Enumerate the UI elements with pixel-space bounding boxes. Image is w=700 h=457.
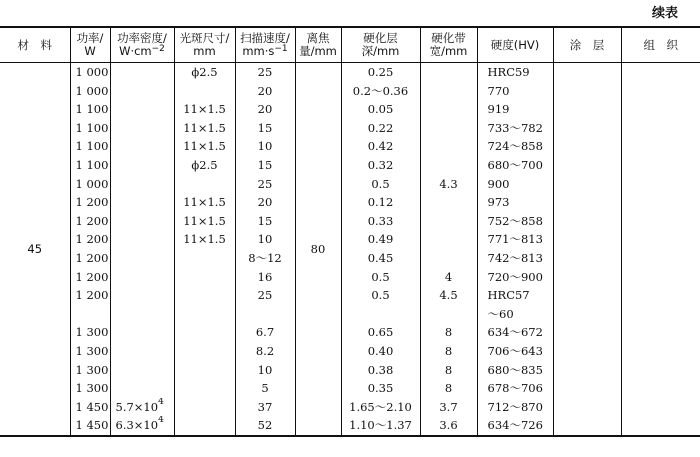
cell-hardened-width	[420, 63, 477, 82]
cell-scan-speed: 15	[235, 212, 295, 231]
cell-coating	[553, 342, 621, 361]
header-coating: 涂 层	[553, 27, 621, 63]
cell-structure	[621, 100, 700, 119]
density-exponent: 4	[158, 416, 164, 426]
cell-scan-speed: 8.2	[235, 342, 295, 361]
header-defocus: 离焦 量/mm	[295, 27, 341, 63]
cell-hardness: 678～706	[477, 379, 553, 398]
cell-structure	[621, 137, 700, 156]
table-row	[0, 193, 700, 212]
cell-spot-size	[174, 361, 235, 380]
cell-power: 1 000	[70, 82, 110, 101]
table-row	[0, 63, 700, 82]
cell-power: 1 200	[70, 286, 110, 305]
cell-coating	[553, 175, 621, 194]
cell-power: 1 100	[70, 137, 110, 156]
cell-hardened-depth: 0.35	[341, 379, 420, 398]
cell-scan-speed: 10	[235, 361, 295, 380]
cell-power: 1 300	[70, 361, 110, 380]
table-row	[0, 156, 700, 175]
cell-power: 1 200	[70, 249, 110, 268]
cell-scan-speed	[235, 305, 295, 324]
table-continued-caption: 续表	[651, 6, 678, 21]
cell-spot-size	[174, 175, 235, 194]
cell-power-density	[110, 398, 174, 417]
header-structure: 组 织	[621, 27, 700, 63]
cell-material: 45	[0, 63, 70, 436]
cell-power: 1 300	[70, 379, 110, 398]
cell-spot-size	[174, 286, 235, 305]
cell-structure	[621, 156, 700, 175]
cell-hardness: 634～672	[477, 323, 553, 342]
cell-hardened-depth: 0.5	[341, 175, 420, 194]
cell-hardened-depth: 0.22	[341, 119, 420, 138]
cell-power-density	[110, 230, 174, 249]
cell-scan-speed: 6.7	[235, 323, 295, 342]
cell-spot-size: ϕ2.5	[174, 63, 235, 82]
cell-power: 1 300	[70, 342, 110, 361]
cell-structure	[621, 398, 700, 417]
cell-scan-speed: 25	[235, 286, 295, 305]
cell-structure	[621, 175, 700, 194]
cell-hardened-width	[420, 82, 477, 101]
cell-spot-size	[174, 379, 235, 398]
table-row	[0, 323, 700, 342]
cell-hardened-depth: 0.38	[341, 361, 420, 380]
cell-coating	[553, 323, 621, 342]
cell-structure	[621, 361, 700, 380]
cell-power-density	[110, 63, 174, 82]
table-row	[0, 137, 700, 156]
cell-spot-size: 11×1.5	[174, 193, 235, 212]
cell-hardened-depth: 0.05	[341, 100, 420, 119]
cell-coating	[553, 230, 621, 249]
cell-power: 1 450	[70, 398, 110, 417]
cell-hardened-width: 4.3	[420, 175, 477, 194]
cell-coating	[553, 379, 621, 398]
cell-hardness: 706～643	[477, 342, 553, 361]
table-row	[0, 361, 700, 380]
cell-hardened-depth: 1.65～2.10	[341, 398, 420, 417]
cell-spot-size: 11×1.5	[174, 212, 235, 231]
cell-power: 1 200	[70, 268, 110, 287]
cell-hardened-depth: 0.65	[341, 323, 420, 342]
cell-hardened-depth: 1.10～1.37	[341, 416, 420, 436]
cell-hardness: 900	[477, 175, 553, 194]
cell-coating	[553, 100, 621, 119]
cell-spot-size	[174, 398, 235, 417]
cell-spot-size	[174, 249, 235, 268]
cell-coating	[553, 398, 621, 417]
cell-hardened-width	[420, 137, 477, 156]
cell-defocus: 80	[295, 63, 341, 436]
cell-power-density	[110, 175, 174, 194]
cell-spot-size: 11×1.5	[174, 230, 235, 249]
cell-scan-speed: 20	[235, 100, 295, 119]
cell-power: 1 200	[70, 193, 110, 212]
table-row	[0, 379, 700, 398]
cell-coating	[553, 119, 621, 138]
cell-power: 1 300	[70, 323, 110, 342]
header-power-density: 功率密度/ $W\cdot cm^{-2}$	[110, 27, 174, 63]
cell-hardness: ～60	[477, 305, 553, 324]
density-base: 6.3×10	[115, 418, 159, 433]
cell-hardened-depth: 0.25	[341, 63, 420, 82]
header-hardness: 硬度(HV)	[477, 27, 553, 63]
cell-coating	[553, 63, 621, 82]
header-spot-size: 光斑尺寸/ mm	[174, 27, 235, 63]
cell-hardness: 733～782	[477, 119, 553, 138]
cell-power-density	[110, 137, 174, 156]
cell-coating	[553, 156, 621, 175]
cell-scan-speed: 5	[235, 379, 295, 398]
cell-hardness: 919	[477, 100, 553, 119]
table-row	[0, 286, 700, 305]
cell-spot-size: 11×1.5	[174, 119, 235, 138]
cell-hardness: 973	[477, 193, 553, 212]
cell-scan-speed: 15	[235, 119, 295, 138]
cell-power-density	[110, 100, 174, 119]
cell-structure	[621, 63, 700, 82]
table-row	[0, 416, 700, 436]
cell-spot-size	[174, 268, 235, 287]
cell-power	[70, 305, 110, 324]
cell-hardness: 712～870	[477, 398, 553, 417]
cell-structure	[621, 323, 700, 342]
cell-hardened-width: 3.6	[420, 416, 477, 436]
cell-structure	[621, 286, 700, 305]
cell-power-density	[110, 323, 174, 342]
cell-power-density	[110, 82, 174, 101]
cell-hardness: 680～700	[477, 156, 553, 175]
cell-hardened-depth: 0.2～0.36	[341, 82, 420, 101]
cell-coating	[553, 268, 621, 287]
cell-power-density	[110, 286, 174, 305]
cell-power-density	[110, 268, 174, 287]
cell-structure	[621, 268, 700, 287]
cell-structure	[621, 119, 700, 138]
cell-power-density	[110, 193, 174, 212]
cell-power-density	[110, 361, 174, 380]
cell-scan-speed: 25	[235, 63, 295, 82]
cell-coating	[553, 286, 621, 305]
cell-hardened-depth: 0.45	[341, 249, 420, 268]
cell-spot-size	[174, 342, 235, 361]
table-row	[0, 230, 700, 249]
cell-coating	[553, 137, 621, 156]
cell-scan-speed: 10	[235, 137, 295, 156]
cell-power-density	[110, 156, 174, 175]
cell-hardened-depth	[341, 305, 420, 324]
table-row	[0, 268, 700, 287]
cell-power: 1 100	[70, 156, 110, 175]
cell-scan-speed: 10	[235, 230, 295, 249]
cell-structure	[621, 193, 700, 212]
cell-structure	[621, 249, 700, 268]
table-row	[0, 100, 700, 119]
cell-power: 1 200	[70, 230, 110, 249]
laser-hardening-table	[0, 26, 700, 437]
cell-power-density	[110, 379, 174, 398]
cell-coating	[553, 361, 621, 380]
cell-hardened-depth: 0.32	[341, 156, 420, 175]
cell-structure	[621, 379, 700, 398]
cell-scan-speed: 37	[235, 398, 295, 417]
cell-hardened-width	[420, 230, 477, 249]
cell-structure	[621, 230, 700, 249]
cell-structure	[621, 305, 700, 324]
cell-power-density	[110, 342, 174, 361]
cell-spot-size: 11×1.5	[174, 100, 235, 119]
cell-spot-size	[174, 323, 235, 342]
cell-hardness: 724～858	[477, 137, 553, 156]
header-hardened-depth: 硬化层 深/mm	[341, 27, 420, 63]
table-row	[0, 82, 700, 101]
table-body	[0, 63, 700, 436]
cell-scan-speed: 8～12	[235, 249, 295, 268]
cell-hardened-depth: 0.12	[341, 193, 420, 212]
cell-scan-speed: 20	[235, 82, 295, 101]
header-power: 功率/ W	[70, 27, 110, 63]
cell-power-density	[110, 119, 174, 138]
cell-scan-speed: 16	[235, 268, 295, 287]
cell-hardened-width	[420, 212, 477, 231]
cell-hardened-depth: 0.33	[341, 212, 420, 231]
cell-hardness: HRC57	[477, 286, 553, 305]
cell-hardened-width	[420, 193, 477, 212]
cell-hardness: 742～813	[477, 249, 553, 268]
cell-scan-speed: 52	[235, 416, 295, 436]
cell-coating	[553, 82, 621, 101]
cell-hardened-width	[420, 156, 477, 175]
cell-coating	[553, 212, 621, 231]
cell-hardness: 771～813	[477, 230, 553, 249]
cell-hardened-depth: 0.49	[341, 230, 420, 249]
cell-hardness: 770	[477, 82, 553, 101]
table-row	[0, 212, 700, 231]
cell-hardened-width: 8	[420, 323, 477, 342]
cell-scan-speed: 15	[235, 156, 295, 175]
cell-power: 1 200	[70, 212, 110, 231]
cell-hardened-width: 3.7	[420, 398, 477, 417]
cell-structure	[621, 82, 700, 101]
cell-hardened-width: 4	[420, 268, 477, 287]
cell-hardened-width	[420, 100, 477, 119]
cell-scan-speed: 20	[235, 193, 295, 212]
cell-scan-speed: 25	[235, 175, 295, 194]
cell-hardness: 752～858	[477, 212, 553, 231]
header-hardened-width: 硬化带 宽/mm	[420, 27, 477, 63]
cell-power-density	[110, 416, 174, 436]
header-scan-speed: 扫描速度/ $mm\cdot s^{-1}$	[235, 27, 295, 63]
table-row	[0, 342, 700, 361]
cell-power-density	[110, 249, 174, 268]
cell-coating	[553, 416, 621, 436]
table-row	[0, 249, 700, 268]
cell-hardened-width: 8	[420, 379, 477, 398]
table-row	[0, 119, 700, 138]
cell-hardened-width	[420, 305, 477, 324]
cell-hardened-width	[420, 119, 477, 138]
table-row	[0, 175, 700, 194]
cell-hardened-width	[420, 249, 477, 268]
density-base: 5.7×10	[115, 399, 159, 414]
cell-structure	[621, 212, 700, 231]
cell-power: 1 100	[70, 119, 110, 138]
cell-power-density	[110, 305, 174, 324]
cell-hardened-depth: 0.5	[341, 268, 420, 287]
cell-hardened-depth: 0.5	[341, 286, 420, 305]
cell-power: 1 450	[70, 416, 110, 436]
cell-hardness: 720～900	[477, 268, 553, 287]
table-row	[0, 305, 700, 324]
cell-hardened-width: 8	[420, 361, 477, 380]
cell-hardened-depth: 0.40	[341, 342, 420, 361]
cell-hardened-width: 8	[420, 342, 477, 361]
density-exponent: 4	[158, 397, 164, 407]
table-row	[0, 398, 700, 417]
header-material: 材 料	[0, 27, 70, 63]
cell-structure	[621, 416, 700, 436]
cell-power: 1 000	[70, 175, 110, 194]
cell-coating	[553, 305, 621, 324]
table-header	[0, 27, 700, 63]
cell-coating	[553, 193, 621, 212]
cell-power: 1 000	[70, 63, 110, 82]
cell-spot-size: 11×1.5	[174, 137, 235, 156]
cell-hardness: 680～835	[477, 361, 553, 380]
cell-power: 1 100	[70, 100, 110, 119]
cell-spot-size	[174, 82, 235, 101]
cell-coating	[553, 249, 621, 268]
cell-hardened-depth: 0.42	[341, 137, 420, 156]
cell-hardened-width: 4.5	[420, 286, 477, 305]
cell-spot-size	[174, 305, 235, 324]
cell-spot-size	[174, 416, 235, 436]
cell-power-density	[110, 212, 174, 231]
cell-hardness: HRC59	[477, 63, 553, 82]
cell-spot-size: ϕ2.5	[174, 156, 235, 175]
cell-structure	[621, 342, 700, 361]
cell-hardness: 634～726	[477, 416, 553, 436]
